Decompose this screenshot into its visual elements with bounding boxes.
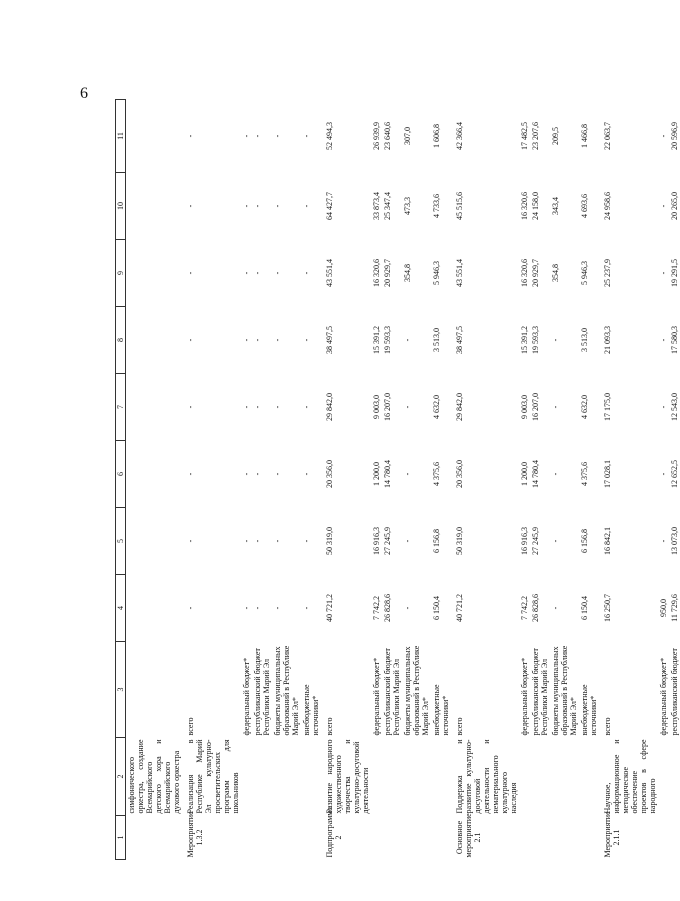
amount-cell: 20 929,7 [531,259,540,287]
amount-cell: 16 916,3 [520,527,529,555]
program-name-cell [530,738,550,816]
program-name-cell: Научное, информационное и методическое обеспечение проектов в сфере народного [603,739,657,814]
table-row [519,100,530,860]
program-code-cell [550,816,579,860]
amount-cell: - [302,472,311,476]
column-number-10: 10 [116,173,126,240]
amount-cell: - [242,271,251,275]
amount-cell: 17 482,5 [520,122,529,150]
program-name-cell [382,738,402,816]
column-number-row [116,100,126,860]
amount-cell: 6 156,8 [580,529,589,553]
funding-source-cell: федеральный бюджет* [520,657,529,736]
funding-source-cell: федеральный бюджет* [242,657,251,736]
amount-cell: - [253,606,262,610]
amount-cell: - [551,472,560,476]
amount-cell: 5 946,3 [432,261,441,285]
funding-source-cell: бюджеты муниципальных образований в Республике Марий Эл* [551,645,578,736]
amount-cell: - [273,134,282,138]
amount-cell: - [186,472,195,476]
amount-cell [126,575,183,642]
table-row [272,100,301,860]
program-code-cell [658,816,669,860]
column-number-4: 4 [116,575,126,642]
amount-cell: 4 375,6 [580,462,589,486]
amount-cell: - [403,405,412,409]
amount-cell: 1 606,8 [432,124,441,148]
table-row [301,100,321,860]
amount-cell: 4 632,0 [432,395,441,419]
amount-cell: 12 543,0 [670,393,679,421]
amount-cell: 29 842,0 [325,393,334,421]
program-name-cell: Развитие народного художественного творчества и культурно-досуговой деятельности [325,739,370,814]
column-number-8: 8 [116,307,126,374]
amount-cell: 4 632,0 [580,395,589,419]
amount-cell: - [242,134,251,138]
amount-cell: 42 366,4 [455,122,464,150]
program-name-cell [658,738,669,816]
amount-cell: - [186,204,195,208]
amount-cell: - [242,338,251,342]
table-row [658,100,669,860]
amount-cell: 9 003,0 [372,395,381,419]
amount-cell: 64 427,7 [325,192,334,220]
amount-cell: 11 729,6 [670,594,679,622]
amount-cell: 33 873,4 [372,192,381,220]
amount-cell: - [253,134,262,138]
program-code-cell: Мероприятие 2.1.1 [603,811,621,858]
amount-cell: 14 780,4 [383,460,392,488]
program-name-cell [550,738,579,816]
amount-cell: - [242,472,251,476]
amount-cell: 38 497,5 [455,326,464,354]
amount-cell: 14 780,4 [531,460,540,488]
amount-cell [126,100,183,173]
amount-cell: 1 466,8 [580,124,589,148]
amount-cell: 43 551,4 [325,259,334,287]
column-number-3: 3 [116,642,126,738]
funding-source-cell: внебюджетные источники* [302,684,320,736]
amount-cell: 209,5 [551,127,560,145]
program-name-cell: Реализация в Республике Марий Эл культурно-просветительских программ для школьников [186,739,240,814]
amount-cell: 1 200,0 [520,462,529,486]
amount-cell: 3 513,0 [580,328,589,352]
amount-cell: 19 593,3 [383,326,392,354]
amount-cell: - [302,539,311,543]
amount-cell: - [302,405,311,409]
funding-source-cell: республиканский бюджет Республики Марий Эл [531,648,549,736]
amount-cell: 24 158,0 [531,192,540,220]
table-row [550,100,579,860]
amount-cell: 16 207,0 [531,393,540,421]
amount-cell [126,441,183,508]
amount-cell: - [659,539,668,543]
table-row [252,100,272,860]
amount-cell: - [253,271,262,275]
program-code-cell [669,816,680,860]
funding-source-cell: республиканский бюджет Республики Марий Эл [383,648,401,736]
amount-cell: - [551,338,560,342]
amount-cell: 21 093,3 [603,326,612,354]
amount-cell: - [403,539,412,543]
amount-cell: - [186,271,195,275]
amount-cell: - [302,606,311,610]
amount-cell: 20 356,0 [455,460,464,488]
amount-cell [126,374,183,441]
funding-source-cell [126,642,183,738]
amount-cell: 25 347,4 [383,192,392,220]
amount-cell: 26 828,6 [383,594,392,622]
amount-cell: - [273,472,282,476]
program-name-cell [301,738,321,816]
amount-cell: 52 494,3 [325,122,334,150]
amount-cell: 17 028,1 [603,460,612,488]
amount-cell: 17 580,3 [670,326,679,354]
program-name-cell [519,738,530,816]
amount-cell: 4 375,6 [432,462,441,486]
amount-cell: - [302,204,311,208]
amount-cell: 6 150,4 [580,596,589,620]
amount-cell: - [253,405,262,409]
table-row [126,100,183,860]
amount-cell: - [253,204,262,208]
amount-cell: - [253,338,262,342]
amount-cell: - [403,472,412,476]
amount-cell: 9 003,0 [520,395,529,419]
amount-cell: 40 721,2 [455,594,464,622]
table-row [371,100,382,860]
amount-cell: 15 391,2 [520,326,529,354]
amount-cell: - [551,405,560,409]
table-row [382,100,402,860]
table-row [402,100,431,860]
amount-cell: 16 842,1 [603,527,612,555]
column-number-11: 11 [116,100,126,173]
amount-cell: - [273,338,282,342]
amount-cell: - [551,606,560,610]
table-row [530,100,550,860]
amount-cell: 29 842,0 [455,393,464,421]
table-row [182,100,241,860]
column-number-5: 5 [116,508,126,575]
amount-cell: - [186,539,195,543]
amount-cell: 16 320,6 [520,192,529,220]
amount-cell: 26 939,9 [372,122,381,150]
funding-source-cell: федеральный бюджет* [372,657,381,736]
table-row [669,100,680,860]
program-code-cell [371,816,382,860]
program-code-cell [272,816,301,860]
amount-cell [126,307,183,374]
amount-cell: 1 200,0 [372,462,381,486]
amount-cell: - [186,606,195,610]
funding-source-cell: бюджеты муниципальных образований в Республике Марий Эл* [403,645,430,736]
table-body [126,100,680,860]
amount-cell: 50 319,0 [455,527,464,555]
amount-cell: - [659,338,668,342]
amount-cell: - [242,204,251,208]
amount-cell: - [242,405,251,409]
amount-cell: 20 596,9 [670,122,679,150]
program-code-cell: Мероприятие 1.3.2 [186,811,204,858]
amount-cell: - [659,405,668,409]
amount-cell: 343,4 [551,197,560,215]
program-code-cell [301,816,321,860]
amount-cell: 12 652,5 [670,460,679,488]
amount-cell: - [302,338,311,342]
program-name-cell: симфонического оркестра, создание Всемарийского детского хора и Всемарийского духового оркестра [127,739,181,814]
amount-cell: 16 916,3 [372,527,381,555]
column-number-6: 6 [116,441,126,508]
program-code-cell [431,816,451,860]
program-code-cell [402,816,431,860]
table-row [579,100,599,860]
amount-cell: 22 063,7 [603,122,612,150]
amount-cell: - [659,134,668,138]
funding-source-cell: республиканский бюджет Республики Марий Эл [253,648,271,736]
amount-cell: - [273,204,282,208]
program-code-cell [530,816,550,860]
amount-cell: 19 593,3 [531,326,540,354]
funding-source-cell: внебюджетные источники* [580,684,598,736]
amount-cell: 950,0 [659,599,668,617]
amount-cell: - [253,539,262,543]
program-name-cell [669,738,680,816]
amount-cell: 16 320,6 [372,259,381,287]
amount-cell: - [273,405,282,409]
amount-cell: - [302,271,311,275]
amount-cell: 23 640,6 [383,122,392,150]
amount-cell: 24 958,6 [603,192,612,220]
amount-cell: - [659,472,668,476]
table-row [599,100,658,860]
amount-cell [126,240,183,307]
amount-cell: 16 320,6 [520,259,529,287]
program-code-cell [252,816,272,860]
amount-cell: - [273,539,282,543]
program-name-cell [252,738,272,816]
column-number-9: 9 [116,240,126,307]
amount-cell: 27 245,9 [383,527,392,555]
amount-cell: 27 245,9 [531,527,540,555]
rotated-table-page [115,100,679,860]
budget-table [115,99,680,860]
program-name-cell [241,738,252,816]
program-code-cell: Основное мероприятие 2.1 [455,813,482,858]
amount-cell: - [242,539,251,543]
amount-cell: - [186,405,195,409]
amount-cell: 354,8 [551,264,560,282]
amount-cell: 6 150,4 [432,596,441,620]
amount-cell: 5 946,3 [580,261,589,285]
amount-cell: 6 156,8 [432,529,441,553]
column-number-7: 7 [116,374,126,441]
amount-cell: - [273,606,282,610]
amount-cell: 3 513,0 [432,328,441,352]
funding-source-cell: федеральный бюджет* [659,657,668,736]
amount-cell: 7 742,2 [372,596,381,620]
amount-cell: 15 391,2 [372,326,381,354]
amount-cell: - [302,134,311,138]
amount-cell: 16 250,7 [603,594,612,622]
program-name-cell [371,738,382,816]
program-code-cell [126,816,183,860]
program-code-cell [382,816,402,860]
funding-source-cell: бюджеты муниципальных образований в Республике Марий Эл* [273,645,300,736]
program-code-cell [519,816,530,860]
program-code-cell [579,816,599,860]
amount-cell: - [551,539,560,543]
amount-cell: - [186,338,195,342]
funding-source-cell: всего [455,717,464,736]
amount-cell: 45 515,6 [455,192,464,220]
program-name-cell [272,738,301,816]
amount-cell: - [403,606,412,610]
amount-cell: - [659,271,668,275]
amount-cell: - [273,271,282,275]
funding-source-cell: всего [603,717,612,736]
amount-cell [126,173,183,240]
amount-cell: 38 497,5 [325,326,334,354]
table-row [451,100,519,860]
amount-cell: - [242,606,251,610]
amount-cell: 13 073,0 [670,527,679,555]
amount-cell: 20 265,0 [670,192,679,220]
program-code-cell [241,816,252,860]
table-row [431,100,451,860]
amount-cell [126,508,183,575]
funding-source-cell: республиканский бюджет [670,648,679,736]
page-number: 6 [80,85,88,102]
table-row [241,100,252,860]
amount-cell: 20 929,7 [383,259,392,287]
column-number-2: 2 [116,738,126,816]
amount-cell: 7 742,2 [520,596,529,620]
amount-cell: 40 721,2 [325,594,334,622]
amount-cell: 473,3 [403,197,412,215]
table-row [321,100,371,860]
column-number-1: 1 [116,816,126,860]
funding-source-cell: внебюджетные источники* [432,684,450,736]
amount-cell: 20 356,0 [325,460,334,488]
amount-cell: - [186,134,195,138]
program-name-cell [402,738,431,816]
amount-cell: - [403,338,412,342]
amount-cell: 307,0 [403,127,412,145]
amount-cell: 17 175,0 [603,393,612,421]
funding-source-cell: всего [325,717,334,736]
amount-cell: - [253,472,262,476]
amount-cell: 43 551,4 [455,259,464,287]
amount-cell: 26 828,6 [531,594,540,622]
amount-cell: 354,8 [403,264,412,282]
amount-cell: 4 693,6 [580,194,589,218]
program-code-cell: Подпрограмма 2 [325,807,343,858]
amount-cell: 25 237,9 [603,259,612,287]
amount-cell: 23 207,6 [531,122,540,150]
amount-cell: 50 319,0 [325,527,334,555]
program-name-cell [579,738,599,816]
funding-source-cell: всего [186,717,195,736]
amount-cell: 16 207,0 [383,393,392,421]
amount-cell: - [659,204,668,208]
amount-cell: 19 291,5 [670,259,679,287]
program-name-cell [431,738,451,816]
amount-cell: 4 733,6 [432,194,441,218]
program-name-cell: Поддержка и развитие культурно-досуговой деятельности и нематериального культурного наследия [455,739,518,814]
